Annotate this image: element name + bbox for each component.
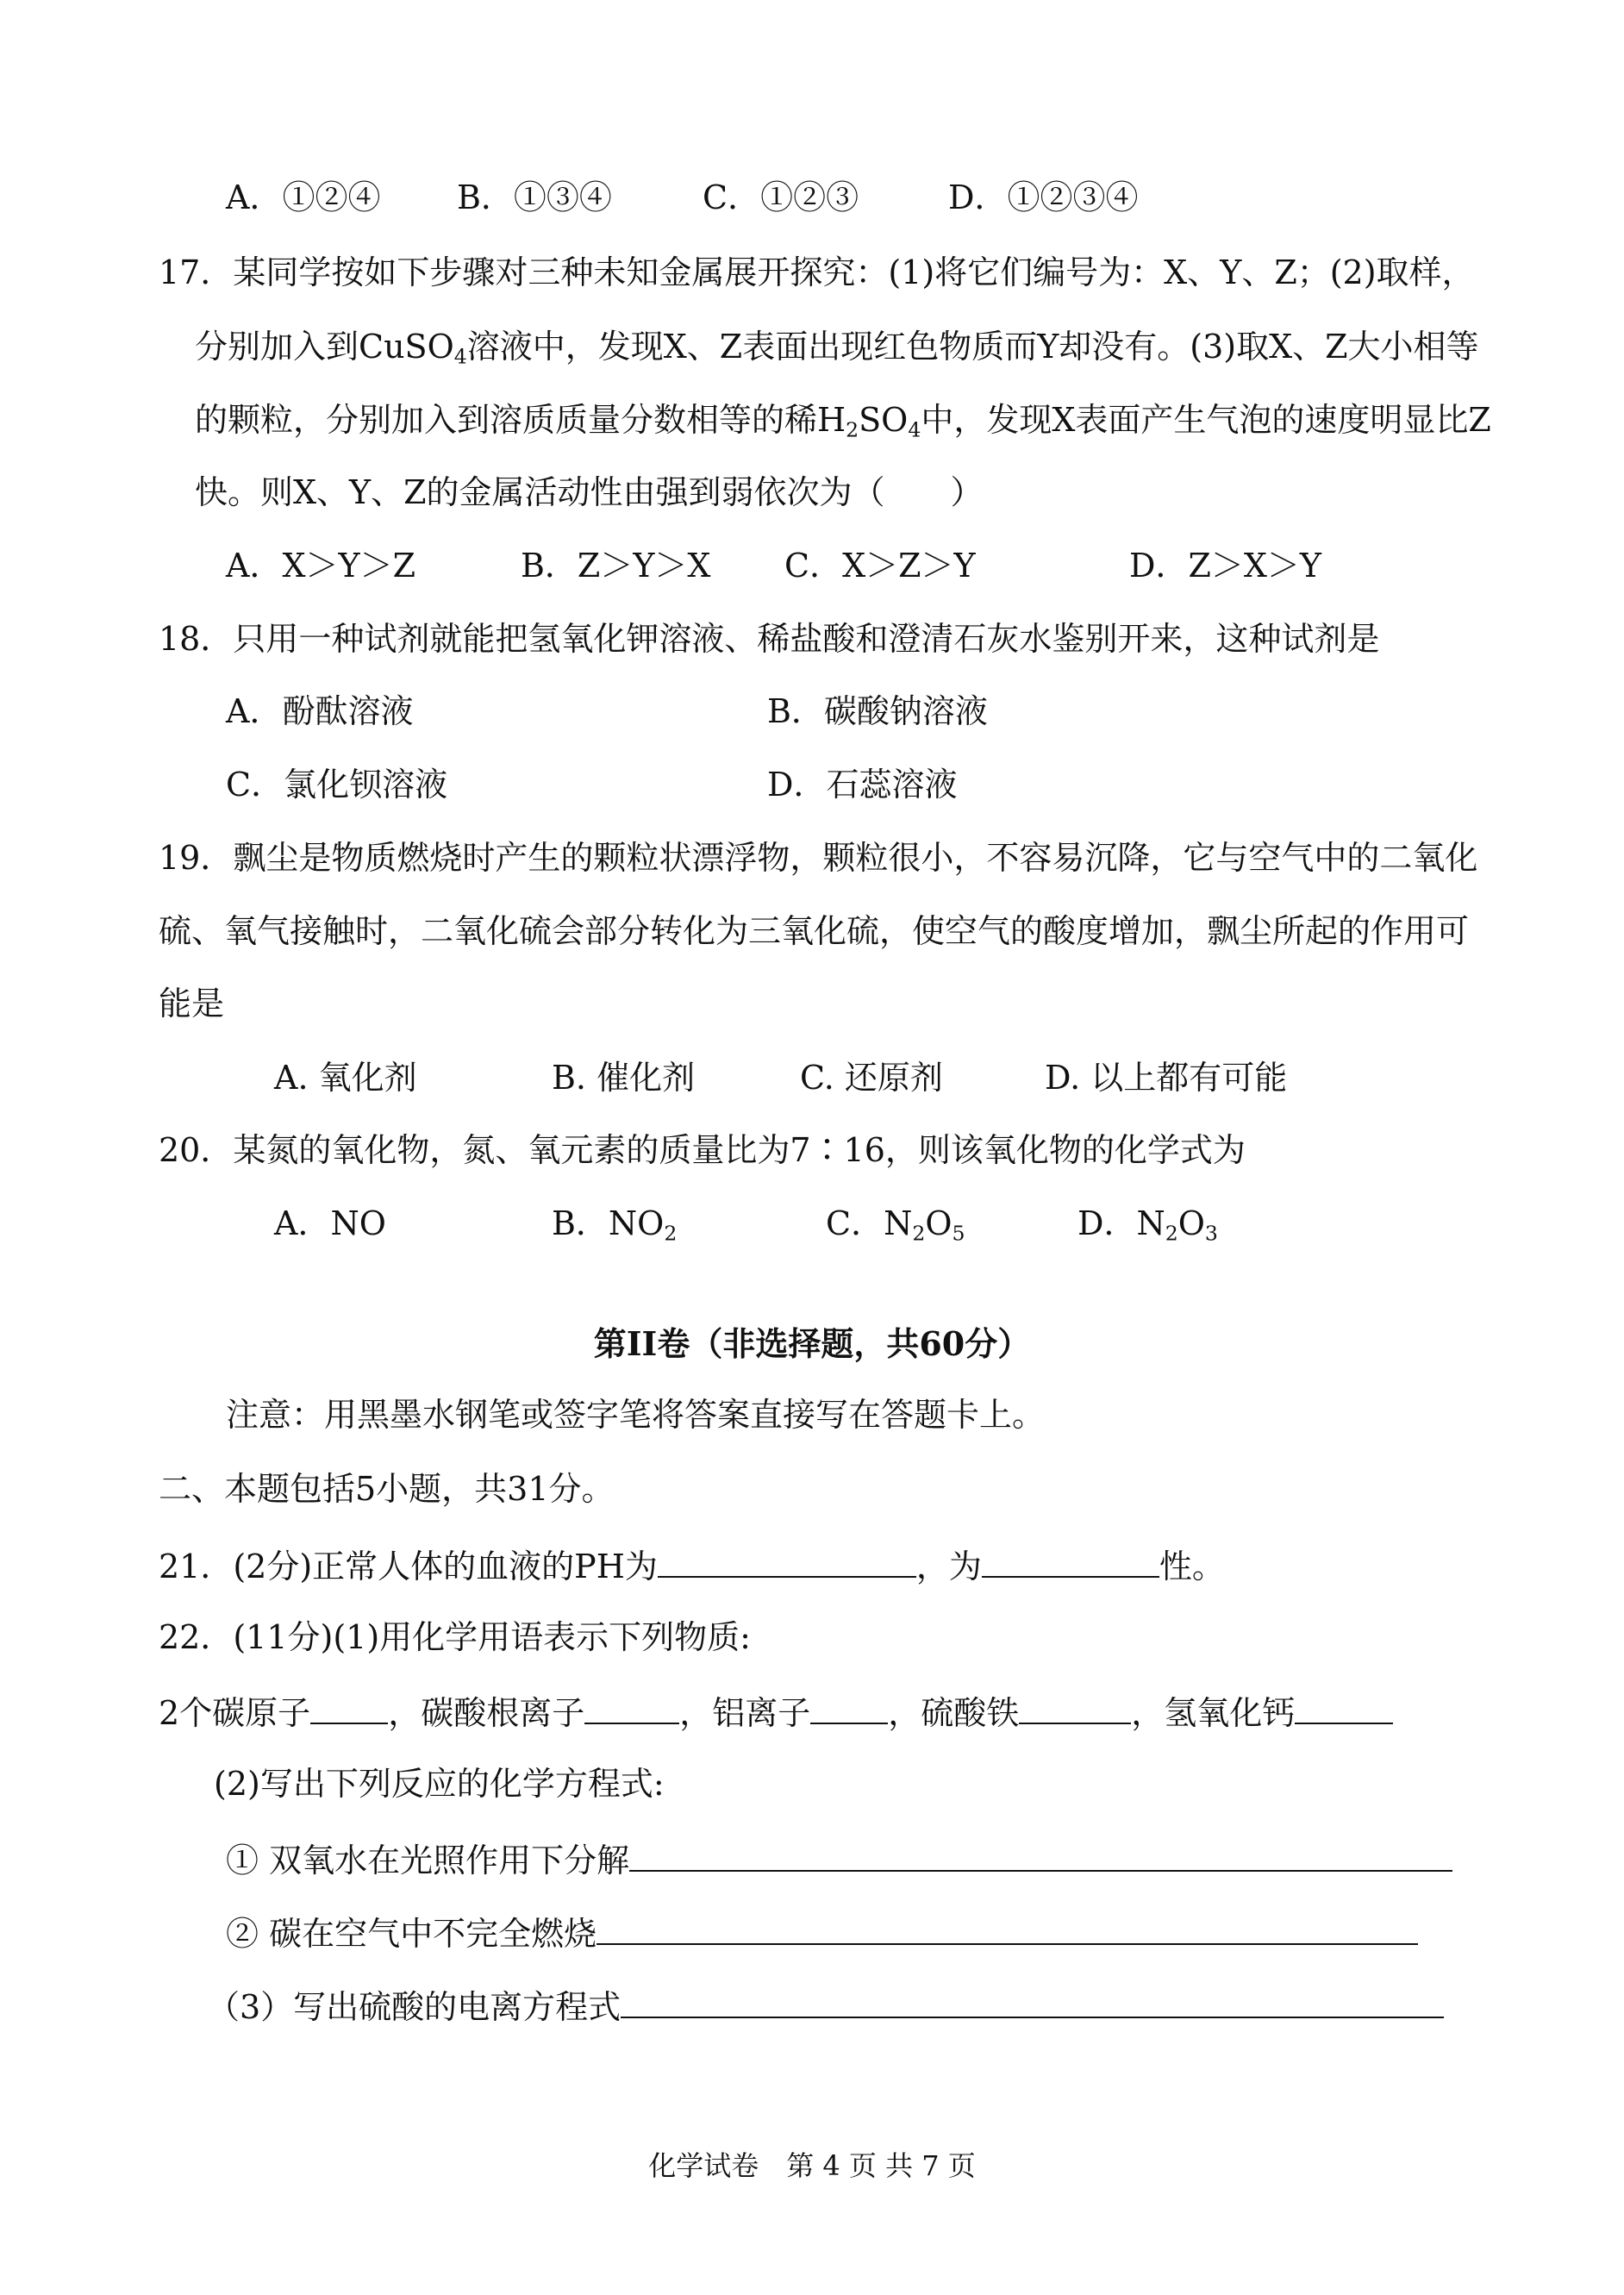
q22-items-line — [159, 1693, 1393, 1733]
q19-option-b: B. 催化剂 — [552, 1059, 696, 1097]
q22-intro: 22．(11分)(1)用化学用语表示下列物质: — [159, 1618, 751, 1656]
q17-line-3-sub2: 4 — [908, 417, 921, 442]
q20-option-b: B．$NO_2$ — [552, 1204, 678, 1246]
page-footer: 化学试卷 第 4 页 共 7 页 — [648, 2149, 976, 2182]
q22-reaction-2 — [226, 1914, 1418, 1954]
q18-option-c: C．氯化钡溶液 — [226, 766, 448, 804]
q22-part-2: (2)写出下列反应的化学方程式: — [214, 1765, 665, 1803]
q22-item-calcium-hydroxide: ，氢氧化钙 — [1131, 1694, 1296, 1733]
q20-stem: 20．某氮的氧化物，氮、氧元素的质量比为7∶16，则该氧化物的化学式为 — [159, 1131, 1246, 1169]
q22-blank-carbon-atoms[interactable] — [310, 1693, 388, 1724]
q17-option-a: A．X＞Y＞Z — [226, 547, 415, 585]
q17-line-2 — [195, 328, 1479, 369]
q22-blank-reaction-2[interactable] — [597, 1914, 1418, 1945]
q20-option-c: C．$N_2O_5$ — [826, 1204, 965, 1246]
q19-line-1: 19．飘尘是物质燃烧时产生的颗粒状漂浮物，颗粒很小，不容易沉降，它与空气中的二氧化 — [159, 839, 1478, 877]
q18-option-d: D．石蕊溶液 — [767, 766, 958, 804]
q19-option-d: D. 以上都有可能 — [1045, 1059, 1288, 1097]
q17-option-b: B．Z＞Y＞X — [521, 547, 711, 585]
q16-options — [0, 178, 1624, 216]
q21-text-c: 性。 — [1159, 1548, 1225, 1586]
q21-blank-ph[interactable] — [658, 1547, 916, 1578]
q19-line-2: 硫、氧气接触时，二氧化硫会部分转化为三氧化硫，使空气的酸度增加，飘尘所起的作用可 — [159, 912, 1470, 950]
q21-line — [159, 1547, 1225, 1586]
q22-item-aluminum-ion: ，铝离子 — [679, 1694, 811, 1733]
q22-blank-carbonate-ion[interactable] — [584, 1693, 679, 1724]
q17-line-3-mid: SO — [859, 401, 909, 439]
q22-blank-ionization[interactable] — [621, 1987, 1444, 2018]
section-2-note: 注意：用黑墨水钢笔或签字笔将答案直接写在答题卡上。 — [226, 1396, 1046, 1434]
q17-option-d: D．Z＞X＞Y — [1129, 547, 1322, 585]
q21-blank-nature[interactable] — [982, 1547, 1159, 1578]
q22-item-ferric-sulfate: ，硫酸铁 — [888, 1694, 1020, 1733]
q22-reaction-1-label: ① 双氧水在光照作用下分解 — [226, 1842, 630, 1880]
q17-line-3-a: 的颗粒，分别加入到溶质质量分数相等的稀H — [195, 401, 846, 439]
q22-reaction-1 — [226, 1841, 1452, 1880]
q22-reaction-2-label: ② 碳在空气中不完全燃烧 — [226, 1915, 597, 1954]
q22-blank-ferric-sulfate[interactable] — [1019, 1693, 1131, 1724]
q17-line-3-sub1: 2 — [846, 417, 859, 442]
q18-stem: 18．只用一种试剂就能把氢氧化钾溶液、稀盐酸和澄清石灰水鉴别开来，这种试剂是 — [159, 620, 1380, 658]
q21-text-a: 21．(2分)正常人体的血液的PH为 — [159, 1548, 658, 1586]
q17-line-2-a: 分别加入到CuSO — [195, 328, 454, 366]
q22-part-3-label: （3）写出硫酸的电离方程式 — [207, 1988, 621, 2027]
part-2-heading: 二、本题包括5小题，共31分。 — [159, 1470, 615, 1508]
q17-line-2-b: 溶液中，发现X、Z表面出现红色物质而Y却没有。(3)取X、Z大小相等 — [466, 328, 1479, 366]
q17-option-c: C．X＞Z＞Y — [784, 547, 976, 585]
q16-option-b: B．①③④ — [457, 178, 612, 216]
q20-option-d: D．$N_2O_3$ — [1077, 1204, 1218, 1246]
q17-options — [0, 549, 1624, 584]
q21-text-b: ，为 — [915, 1548, 982, 1586]
q17-line-2-sub: 4 — [453, 344, 467, 369]
q17-line-3-b: 中，发现X表面产生气泡的速度明显比Z — [921, 401, 1491, 439]
q17-line-4: 快。则X、Y、Z的金属活动性由强到弱依次为（ ） — [195, 473, 984, 511]
q17-line-3 — [195, 401, 1491, 442]
q16-option-c: C．①②③ — [703, 178, 859, 216]
q22-blank-reaction-1[interactable] — [629, 1841, 1452, 1872]
q19-option-c: C. 还原剂 — [800, 1059, 943, 1097]
q22-blank-aluminum-ion[interactable] — [810, 1693, 888, 1724]
q17-line-1: 17．某同学按如下步骤对三种未知金属展开探究：(1)将它们编号为：X、Y、Z；(2)取样， — [159, 253, 1475, 291]
q18-option-b: B．碳酸钠溶液 — [767, 692, 988, 730]
q22-blank-calcium-hydroxide[interactable] — [1295, 1693, 1393, 1724]
q19-line-3: 能是 — [159, 985, 225, 1022]
q18-option-a: A．酚酞溶液 — [226, 692, 414, 730]
q20-options — [0, 1204, 1624, 1246]
q22-part-3 — [207, 1987, 1444, 2027]
q16-option-d: D．①②③④ — [948, 178, 1139, 216]
q22-item-carbonate-ion: ，碳酸根离子 — [388, 1694, 585, 1733]
section-2-title: 第II卷（非选择题，共60分） — [593, 1324, 1031, 1363]
q16-option-a: A．①②④ — [226, 178, 381, 216]
q19-options — [0, 1061, 1624, 1096]
q20-option-a: A．NO — [274, 1204, 386, 1242]
q22-item-carbon-atoms: 2个碳原子 — [159, 1694, 311, 1733]
q19-option-a: A. 氧化剂 — [274, 1059, 417, 1097]
